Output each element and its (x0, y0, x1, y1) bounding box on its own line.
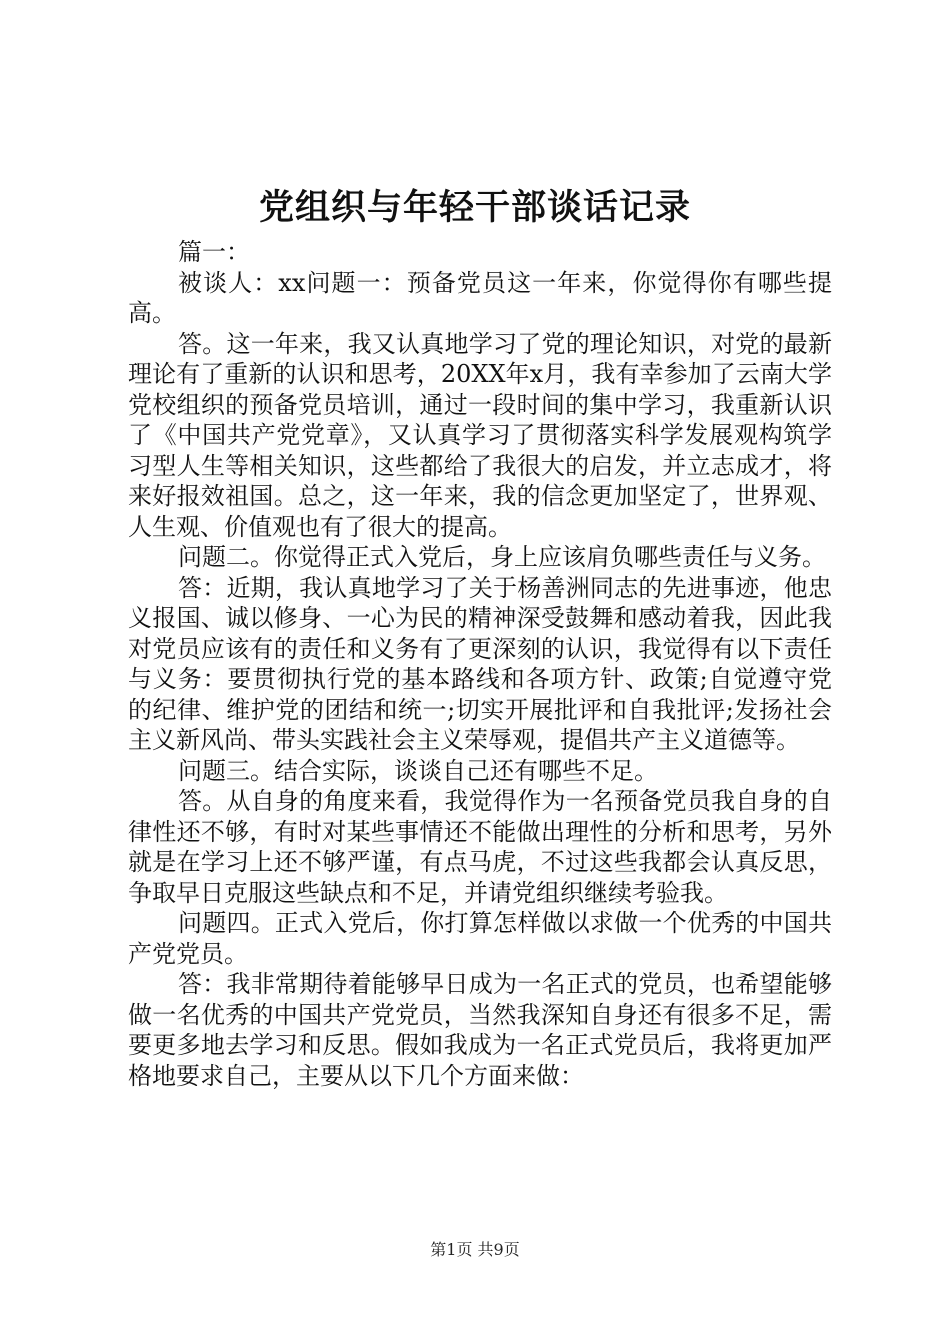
paragraph: 答。这一年来，我又认真地学习了党的理论知识，对党的最新理论有了重新的认识和思考，20XX年x月，我有幸参加了云南大学党校组织的预备党员培训，通过一段时间的集中学习，我重新认识了《中国共产党党章》，又认真学习了贯彻落实科学发展观构筑学习型人生等相关知识，这些都给了我很大的启发，并立志成才，将来好报效祖国。总之，这一年来，我的信念更加坚定了，世界观、人生观、价值观也有了很大的提高。 (128, 329, 832, 541)
paragraph: 答：我非常期待着能够早日成为一名正式的党员，也希望能够做一名优秀的中国共产党党员，当然我深知自身还有很多不足，需要更多地去学习和反思。假如我成为一名正式党员后，我将更加严格地要求自己，主要从以下几个方面来做： (128, 970, 832, 1090)
paragraph: 答。从自身的角度来看，我觉得作为一名预备党员我自身的自律性还不够，有时对某些事情还不能做出理性的分析和思考，另外就是在学习上还不够严谨，有点马虎，不过这些我都会认真反思，争取早日克服这些缺点和不足，并请党组织继续考验我。 (128, 787, 832, 907)
document-body (128, 237, 832, 1091)
paragraph: 问题二。你觉得正式入党后，身上应该肩负哪些责任与义务。 (178, 543, 826, 571)
page-number-footer: 第1页 共9页 (430, 1240, 520, 1259)
paragraph: 问题三。结合实际，谈谈自己还有哪些不足。 (178, 756, 658, 785)
paragraph: 被谈人：xx问题一：预备党员这一年来，你觉得你有哪些提高。 (128, 268, 832, 327)
paragraph: 答：近期，我认真地学习了关于杨善洲同志的先进事迹，他忠义报国、诚以修身、一心为民的精神深受鼓舞和感动着我，因此我对党员应该有的责任和义务有了更深刻的认识，我觉得有以下责任与义务：要贯彻执行党的基本路线和各项方针、政策;自觉遵守党的纪律、维护党的团结和统一;切实开展批评和自我批评;发扬社会主义新风尚、带头实践社会主义荣辱观，提倡共产主义道德等。 (128, 573, 832, 754)
document-title: 党组织与年轻干部谈话记录 (258, 187, 691, 228)
paragraph: 问题四。正式入党后，你打算怎样做以求做一个优秀的中国共产党党员。 (128, 909, 832, 968)
paragraph: 篇一： (178, 238, 250, 266)
